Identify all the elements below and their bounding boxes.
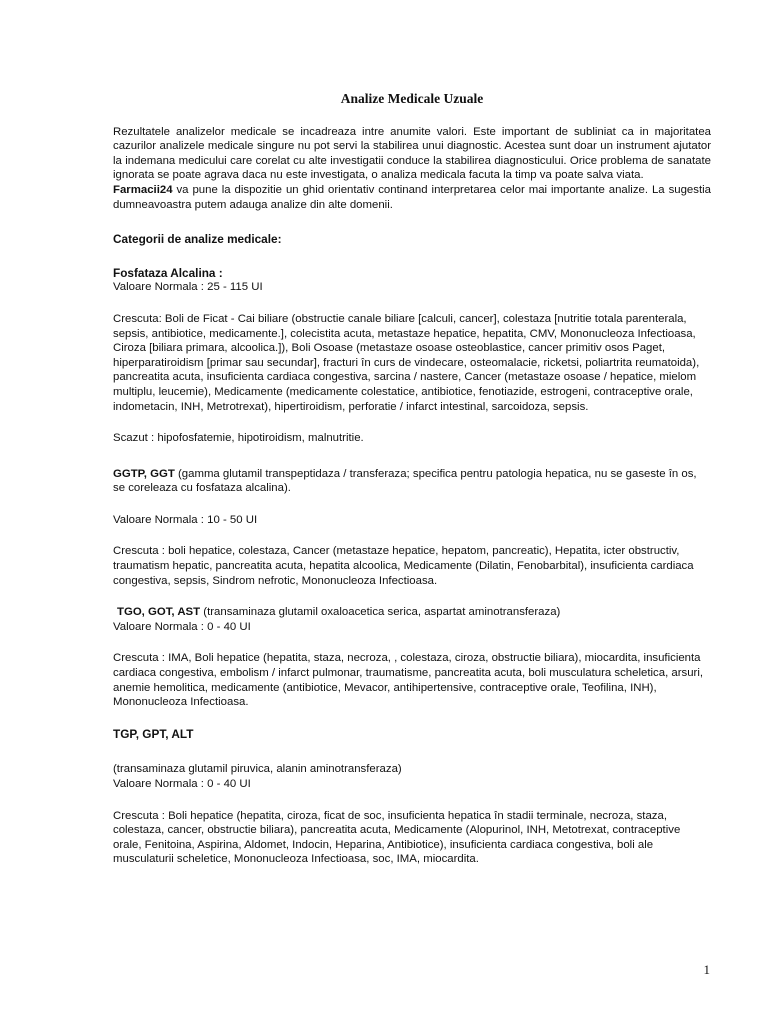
ggtp-paragraph bbox=[113, 467, 711, 496]
tgo-heading: TGO, GOT, AST bbox=[117, 606, 201, 619]
ggtp-normal-value: Valoare Normala : 10 - 50 UI bbox=[113, 513, 258, 526]
page-title: Analize Medicale Uzuale bbox=[340, 91, 484, 106]
ggtp-crescuta: Crescuta : boli hepatice, colestaza, Cancer (metastaze hepatice, hepatom, pancreatic), Hepatita, icter obstructiv, traumatism hepatic, pancreatita acuta, hepatita alcoolica, Medicamente (Dilatin, Fenobarbital), insuficienta cardiaca congestiva, sepsis, Sindrom nefrotic, Mononucleoza Infectioasa. bbox=[113, 545, 694, 587]
tgp-crescuta: Crescuta : Boli hepatice (hepatita, ciroza, ficat de soc, insuficienta hepatica în stadii terminale, necroza, staza, colestaza, cancer, obstructie biliara), pancreatita acuta, Medicamente (Alopurinol, INH, Metotrexat, contraceptive orale, Fenitoina, Aspirina, Aldomet, Indocin, Heparina, Antibiotice), insuficienta cardiaca congestiva, boli ale musculaturii scheletice, Mononucleoza Infectioasa, soc, IMA, miocardita. bbox=[113, 809, 681, 866]
tgp-normal-value: Valoare Normala : 0 - 40 UI bbox=[113, 778, 251, 790]
categories-heading: Categorii de analize medicale: bbox=[113, 232, 282, 247]
intro-paragraph: Rezultatele analizelor medicale se incadreaza intre anumite valori. Este important de subliniat ca in majoritatea cazurilor analizele medicale singure nu pot servi la stabilirea unui diagnostic. Acestea sunt doar un instrument ajutator la indemana medicului care corelat cu alte investigatii conduce la stabilirea diagnosticului. Orice problema de sanatate ignorata se poate agrava daca nu este investigata, o analiza medicala facuta la timp va poate salva viata. bbox=[113, 125, 711, 182]
fosfataza-crescuta: Crescuta: Boli de Ficat - Cai biliare (obstructie canale biliare [calculi, cancer], colestaza [nutritie totala parenterala, sepsis, antibiotice, medicamente.], colecistita acuta, metastaze hepatice, hepatita, CMV, Mononucleoza Infectioasa, Ciroza [biliara primara, alcoolica.]), Boli Osoase (metastaze osoase osteoblastice, cancer primitiv osos Paget, hiperparatiroidism [primar sau secundar], fracturi în curs de vindecare, osteomalacie, ricketsi, poliartrita reumatoida), pancreatita acuta, insuficienta cardiaca congestiva, sarcina / nastere, Cancer (metastaze osoase / hepatice, mielom multiplu, leucemie), Medicamente (medicamente colestatice, antibiotice, fenotiazide, estrogeni, contraceptive orale, indometacin, INH, Metrotrexat), hipertiroidism, perforatie / infarct intestinal, sarcoidoza, sepsis. bbox=[113, 312, 700, 413]
page-number: 1 bbox=[703, 962, 710, 977]
fosfataza-scazut: Scazut : hipofosfatemie, hipotiroidism, malnutritie. bbox=[113, 432, 364, 445]
tgp-heading: TGP, GPT, ALT bbox=[113, 726, 194, 741]
document-page bbox=[113, 92, 711, 867]
fosfataza-normal-value: Valoare Normala : 25 - 115 UI bbox=[113, 281, 263, 294]
fosfataza-heading: Fosfataza Alcalina : bbox=[113, 265, 223, 280]
intro-paragraph-2 bbox=[113, 183, 711, 212]
ggtp-heading: GGTP, GGT bbox=[113, 467, 175, 480]
intro-paragraph-2-text: va pune la dispozitie un ghid orientativ continand interpretarea celor mai importante analize. La sugestia dumneavoastra putem adauga analize din alte domenii. bbox=[113, 183, 711, 211]
tgo-description: (transaminaza glutamil oxaloacetica serica, aspartat aminotransferaza) bbox=[200, 606, 561, 619]
brand-name: Farmacii24 bbox=[113, 183, 173, 196]
tgo-normal-value: Valoare Normala : 0 - 40 UI bbox=[113, 620, 251, 633]
ggtp-description: (gamma glutamil transpeptidaza / transferaza; specifica pentru patologia hepatica, nu se gaseste în os, se coreleaza cu fosfataza alcalina). bbox=[113, 467, 697, 495]
tgo-paragraph bbox=[113, 605, 711, 620]
tgo-crescuta: Crescuta : IMA, Boli hepatice (hepatita, staza, necroza, , colestaza, ciroza, obstructie biliara), miocardita, insuficienta cardiaca congestiva, embolism / infarct pulmonar, traumatisme, pancreatita acuta, boli musculatura scheletica, arsuri, anemie hemolitica, medicamente (antibiotice, Mevacor, antihipertensive, contraceptive orale, Teofilina, INH), Mononucleoza Infectioasa. bbox=[113, 652, 704, 709]
tgp-description: (transaminaza glutamil piruvica, alanin aminotransferaza) bbox=[113, 763, 402, 776]
